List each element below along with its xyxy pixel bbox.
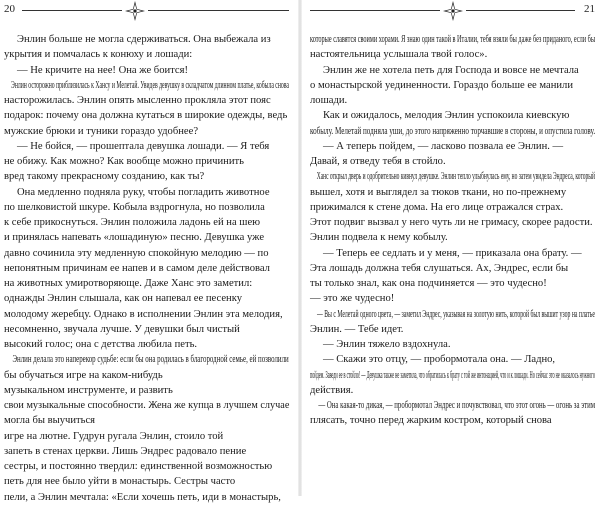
- right-page-header: [310, 0, 595, 24]
- text-line: сестры, и постоянно твердил: единственной возможностью: [4, 461, 273, 472]
- text-line: — Теперь ее седлать и у меня, — приказала она брату. —: [323, 247, 582, 259]
- text-line: Ханс открыл дверь и одобрительно кивнул девушке. Энлин тепло улыбнулась ему, но затем увидела Эндреса, который: [316, 171, 595, 183]
- text-line: настоятельница услышала твой голос».: [310, 49, 488, 61]
- ornament-star-icon: [440, 0, 466, 22]
- text-line: Энлин делала это наперекор судьбе: если бы она родилась в благородной семье, ей позволили: [12, 354, 289, 366]
- text-line: о монастырской уединенности. Гораздо больше ее манили: [310, 79, 574, 91]
- text-line: — Она какая-то дикая, — пробормотал Эндрес и почувствовал, что этот огонь — огонь за этим: [318, 400, 596, 411]
- right-page: [310, 0, 595, 496]
- text-line: — Не бойся, — прошептала девушка лошади. — Я тебя: [17, 140, 270, 152]
- text-line: прижимался к стене дома. На его лице отражался страх.: [310, 201, 564, 213]
- text-line: свои музыкальные способности. Жена же купца в лучшем случае: [4, 400, 290, 411]
- text-line: бы обучаться игре на каком-нибудь: [4, 369, 163, 381]
- text-line: — Энлин тяжело вздохнула.: [323, 339, 451, 350]
- text-line: вред такому прекрасному созданию, как ты?: [4, 171, 205, 183]
- text-line: — Не кричите на нее! Она же боится!: [17, 64, 189, 76]
- text-line: — это же чудесно!: [310, 293, 395, 305]
- left-page-number: 20: [4, 3, 15, 15]
- left-page-header: [4, 0, 289, 24]
- text-line: петь для нее было уйти в монастырь. Сестры часто: [4, 476, 236, 488]
- text-line: — Вы с Мелетай одного цвета, — заметил Эндрес, указывая на золотую нить, которой был вышит узор на платье: [317, 308, 595, 320]
- text-line: лошади.: [310, 95, 348, 106]
- text-line: которые славятся своими хорами. Я знаю один такой в Италии, тебя взяли бы даже без приданого, если бы: [310, 34, 596, 45]
- text-line: по шелковистой шкуре. Кобыла вздрогнула, но позволила: [4, 201, 265, 213]
- ornament-star-icon: [122, 0, 148, 22]
- text-line: — Скажи это отцу, — пробормотала она. — Ладно,: [323, 354, 556, 366]
- text-line: однажды Энлин слышала, как он напевал ее песенку: [4, 293, 242, 305]
- text-line: высокий голос; она с детства любила петь.: [4, 339, 198, 350]
- book-gutter: [298, 0, 302, 496]
- text-line: Она медленно подняла руку, чтобы погладить животное: [17, 186, 270, 198]
- right-page-number: 21: [584, 3, 595, 15]
- text-line: Как и ожидалось, мелодия Энлин успокоила киевскую: [323, 110, 570, 122]
- text-line: насторожилась. Энлин опять мысленно прокляла этот пояс: [4, 95, 271, 106]
- text-line: молодому жеребцу. Однако в исполнении Энлин эта мелодия,: [4, 308, 283, 320]
- text-line: Энлин осторожно приблизилась к Хансу и Мелетай. Увидев девушку в складчатом длинном платье, кобыла снова: [11, 79, 289, 91]
- text-line: ты только знал, как она подчиняется — это чудесно!: [310, 278, 547, 289]
- text-line: действия.: [310, 384, 354, 396]
- text-line: кобылу. Мелетай подняла уши, до этого напряженно торчавшие в стороны, и опустила голову.: [310, 125, 596, 137]
- text-line: не обижу. Как можно? Как вообще можно причинить: [4, 156, 244, 167]
- text-line: Эта лошадь должна тебя слушаться. Ах, Эндрес, если бы: [310, 262, 569, 274]
- text-line: непонятным причинам ее напев и в самом деле действовал: [4, 262, 270, 274]
- text-line: и принялась напевать «лошадиную» песню. Девушка уже: [4, 232, 265, 244]
- text-line: несомненно, звучала лучше. У девушки был чистый: [4, 323, 240, 335]
- text-line: Этот подвиг вызвал у него чуть ли не гримасу, скорее радости.: [310, 217, 593, 228]
- left-header-rule: [22, 10, 289, 11]
- left-page-text: [4, 32, 289, 505]
- left-page: [4, 0, 290, 503]
- text-line: плясать, точно перед жарким костром, который снова: [310, 415, 552, 427]
- text-line: Энлин. — Тебе идет.: [310, 323, 404, 335]
- right-page-text: [310, 32, 595, 429]
- text-line: давно сочинила эту медленную спокойную мелодию — по: [4, 247, 269, 259]
- text-line: Энлин больше не могла сдерживаться. Она выбежала из: [17, 34, 271, 45]
- text-line: игре на лютне. Гудрун ругала Энлин, стоило той: [4, 430, 224, 442]
- text-line: на животных умиротворяюще. Даже Ханс это заметил:: [4, 278, 253, 289]
- text-line: Энлин подвела к нему кобылу.: [310, 232, 448, 244]
- text-line: — А теперь пойдем, — ласково позвала ее Энлин. —: [323, 140, 564, 152]
- text-line: к себе прикоснуться. Энлин положила ладонь ей на шею: [4, 217, 261, 228]
- text-line: музыкальном инструменте, и развить: [4, 384, 173, 396]
- text-line: пели, а Энлин мечтала: «Если хочешь петь, иди в монастырь,: [4, 491, 281, 503]
- text-line: могла бы выучиться: [4, 415, 96, 427]
- text-line: Энлин же не хотела петь для Господа и вовсе не мечтала: [323, 64, 579, 76]
- text-line: подарок: почему она должна кутаться в широкие одежды, ведь: [4, 110, 288, 122]
- text-line: запеть в стенах церкви. Лишь Эндрес радовало пение: [4, 445, 247, 457]
- text-line: пойдем. Заведи ее в стойло! — Девушка также не заметила, что обратилась к брату с той же интонацией, что и к лошади. Но сейчас это не оказалось нужного: [310, 369, 595, 381]
- text-line: мужские брюки и туники гораздо удобнее?: [4, 125, 199, 137]
- text-line: укрытия и помчалась к конюху и лошади:: [4, 49, 193, 61]
- text-line: вышел, хотя и выглядел за тюков ткани, но по-прежнему: [310, 186, 567, 198]
- text-line: Давай, я отведу тебя в стойло.: [310, 156, 446, 167]
